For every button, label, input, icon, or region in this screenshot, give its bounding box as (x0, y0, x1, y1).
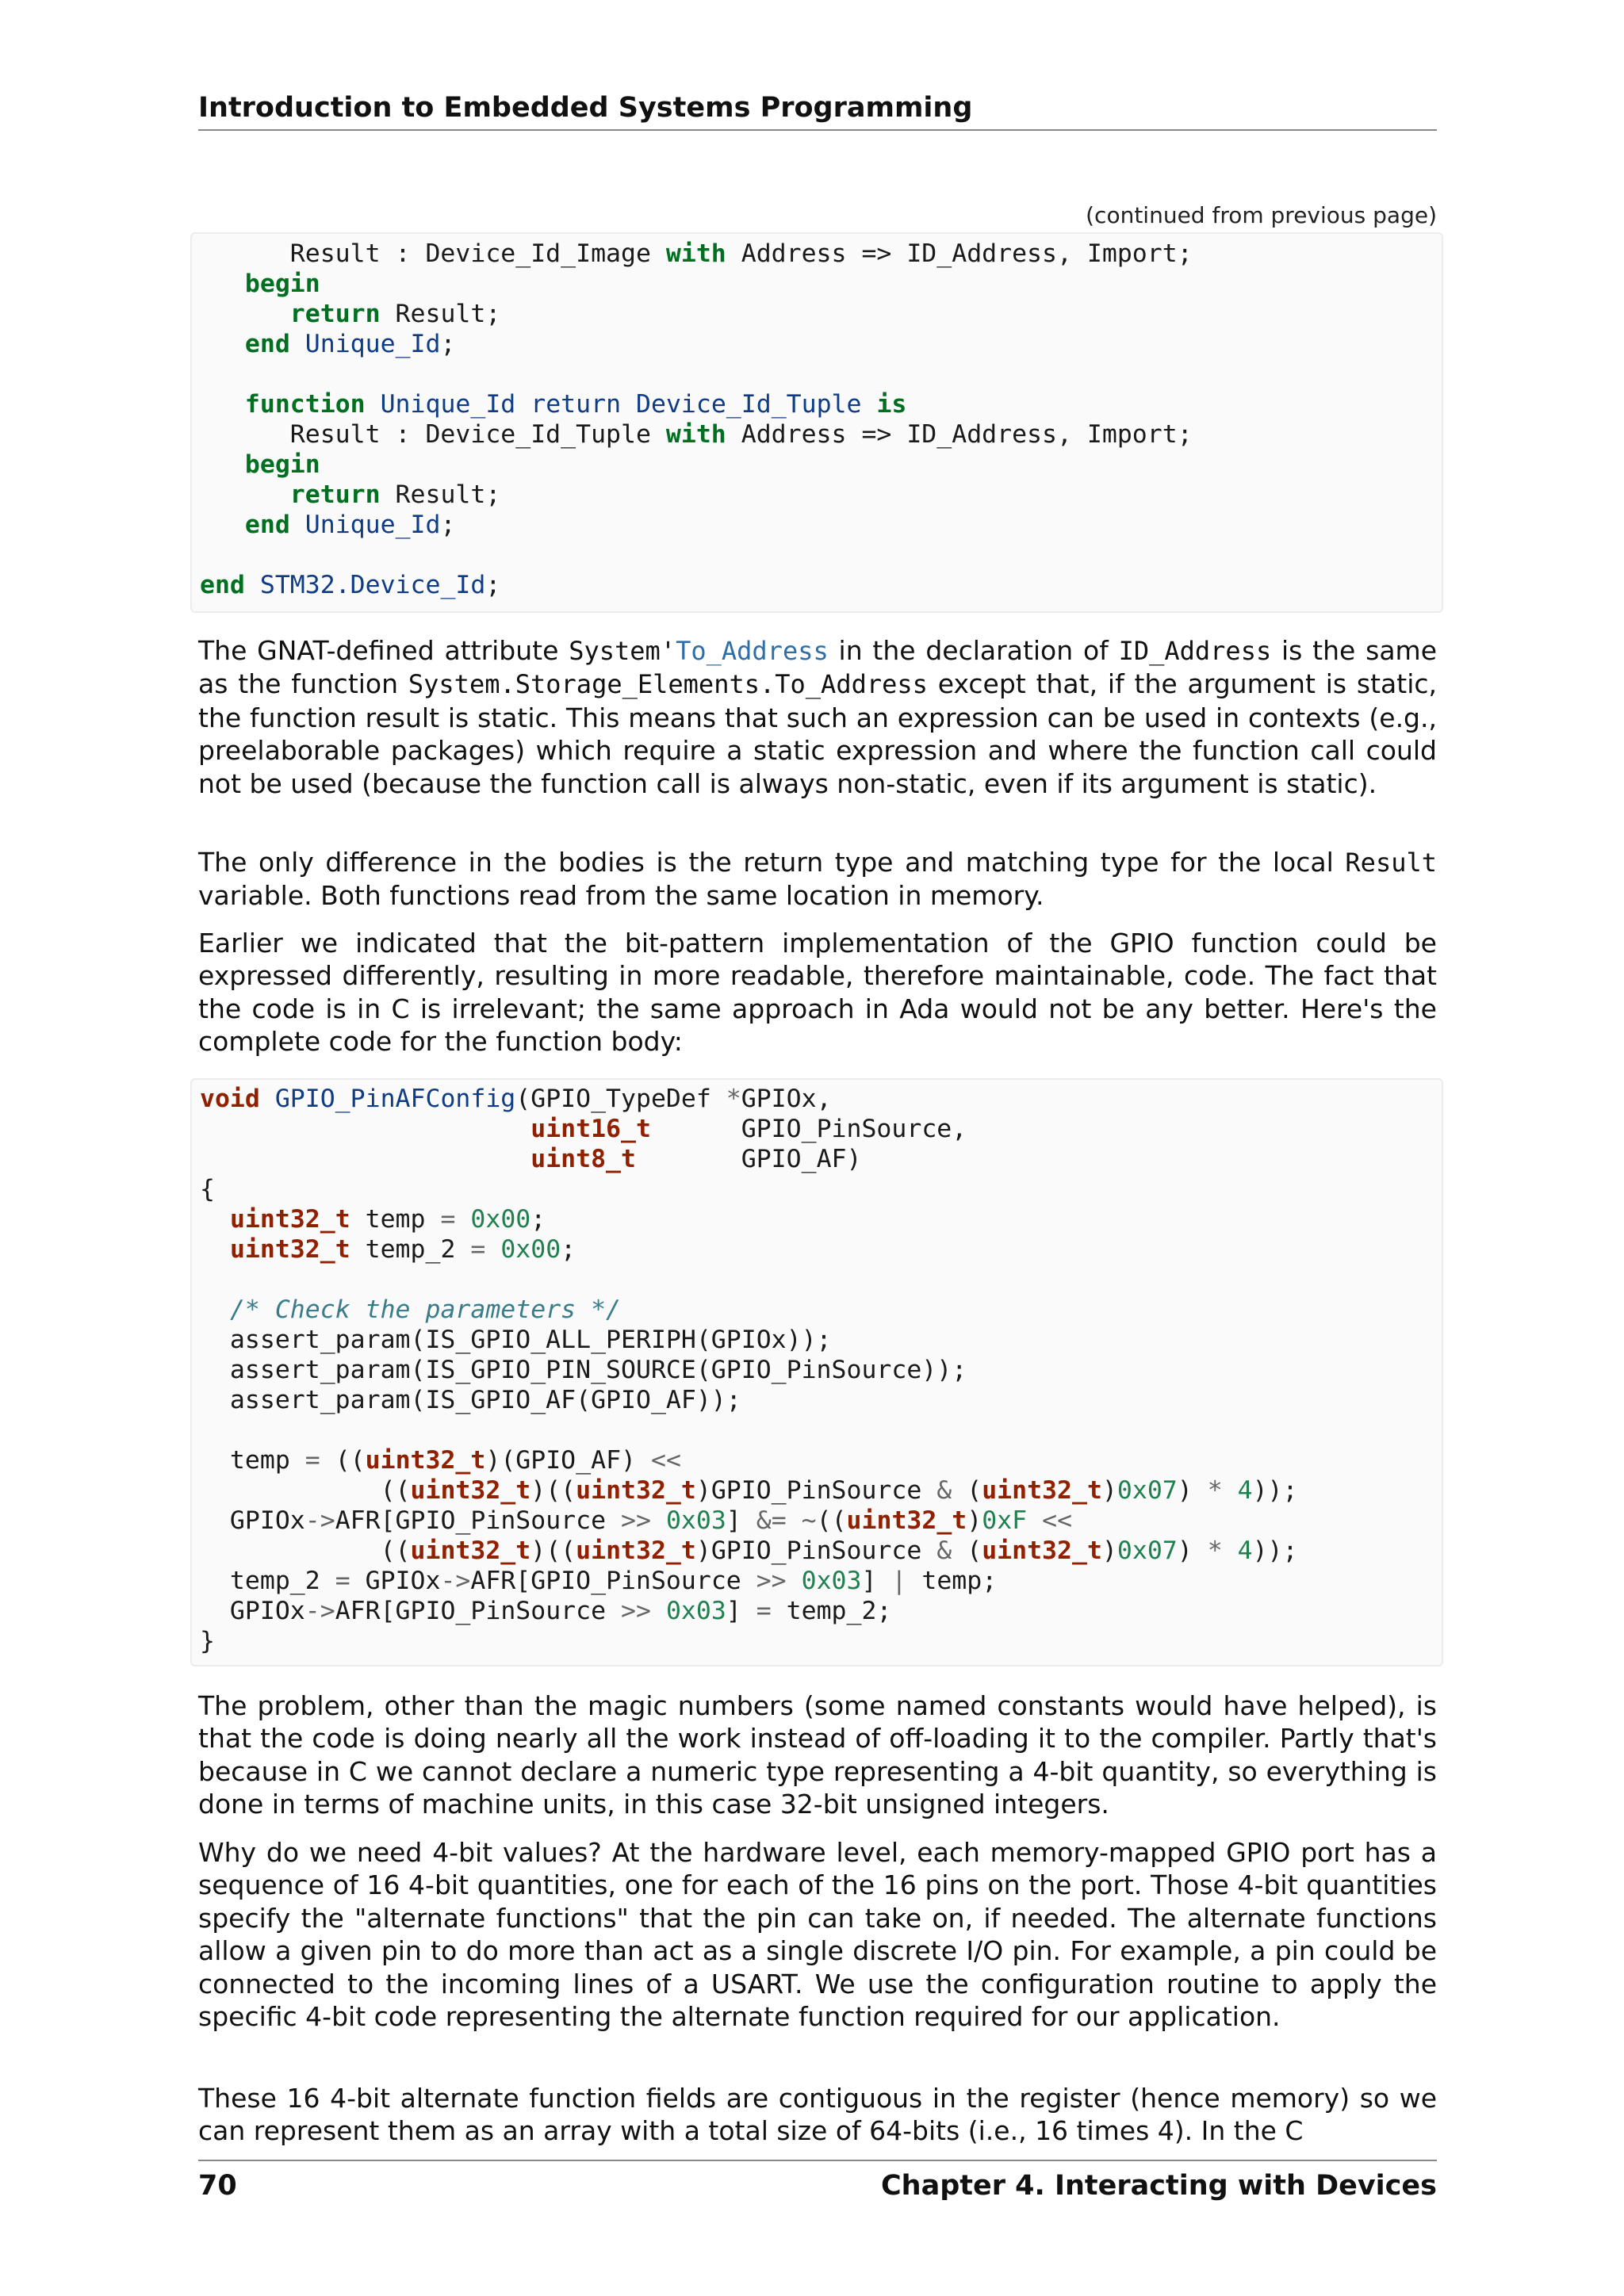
continued-note: (continued from previous page) (1086, 202, 1437, 228)
code-keyword: begin (244, 270, 320, 298)
code-text: Result; (380, 300, 501, 328)
header-rule (198, 129, 1437, 131)
code-keyword: return (289, 300, 381, 328)
code-text: Result : Device_Id_Image (200, 239, 666, 268)
code-comment: /* Check the parameters */ (229, 1295, 622, 1324)
code-text: Address => ID_Address, Import; (726, 420, 1193, 449)
code-type: uint8_t (530, 1145, 636, 1173)
inline-code: ID_Address (1118, 636, 1272, 666)
code-function-name: GPIO_PinAFConfig (274, 1085, 516, 1113)
code-keyword: return (530, 390, 622, 419)
code-text: Address => ID_Address, Import; (726, 239, 1193, 268)
page-number: 70 (198, 2170, 237, 2202)
code-keyword: end (244, 330, 290, 358)
paragraph-attribute: The GNAT-defined attribute System'To_Address in the declaration of ID_Address is the same as the function System.Storage_Elements.To_Address except that, if the argument is static, the function result is static. This means that such an expression can be used in contexts (e.g., preelaborable packages) which require a static expression and where the function call could not be used (because the function call is always non-static, even if its argument is static). (198, 635, 1437, 799)
paragraph-contiguous-fields: These 16 4-bit alternate function fields are contiguous in the register (hence memory) so we can represent them as an array with a total size of 64-bits (i.e., 16 times 4). In the C (198, 2083, 1437, 2147)
code-keyword: function (244, 390, 366, 419)
c-code-block (190, 1078, 1443, 1667)
code-keyword: is (876, 390, 907, 419)
code-keyword: with (665, 239, 726, 268)
code-type: uint16_t (530, 1115, 651, 1143)
code-keyword: end (200, 571, 245, 599)
code-keyword: return (289, 480, 381, 509)
ada-code-block (190, 232, 1443, 613)
code-name: Device_Id_Tuple (636, 390, 862, 419)
paragraph-gpio-intro: Earlier we indicated that the bit-pattern implementation of the GPIO function could be expressed differently, resulting in more readable, therefore maintainable, code. The fact that the code is in C is irrelevant; the same approach in Ada would not be any better. Here's the complete code for the function body: (198, 928, 1437, 1058)
paragraph-4bit-values: Why do we need 4-bit values? At the hardware level, each memory-mapped GPIO port has a sequence of 16 4-bit quantities, one for each of the 16 pins on the port. Those 4-bit quantities specify the "alternate functions" that the pin can take on, if needed. The alternate functions allow a given pin to do more than act as a single discrete I/O pin. For example, a pin could be connected to the incoming lines of a USART. We use the configuration routine to apply the specific 4-bit code representing the alternate function required for our application. (198, 1837, 1437, 2033)
code-text: Result; (380, 480, 501, 509)
code-text: Result : Device_Id_Tuple (200, 420, 666, 449)
code-keyword: begin (244, 450, 320, 479)
code-name: Unique_Id (304, 511, 441, 539)
running-header: Introduction to Embedded Systems Programming (198, 92, 973, 124)
paragraph-problem: The problem, other than the magic numbers (some named constants would have helped), is that the code is doing nearly all the work instead of off-loading it to the compiler. Partly that's because in C we cannot declare a numeric type representing a 4-bit quantity, so everything is done in terms of machine units, in this case 32-bit unsigned integers. (198, 1690, 1437, 1820)
code-type: void (200, 1085, 260, 1113)
code-keyword: with (665, 420, 726, 449)
code-name: STM32.Device_Id (259, 571, 486, 599)
inline-code: System' (569, 636, 676, 666)
chapter-title: Chapter 4. Interacting with Devices (880, 2170, 1437, 2202)
inline-code: Result (1345, 848, 1437, 878)
inline-code-attribute: To_Address (676, 636, 829, 666)
footer-rule (198, 2160, 1437, 2161)
c-code: void GPIO_PinAFConfig(GPIO_TypeDef *GPIOx, uint16_t GPIO_PinSource, uint8_t GPIO_AF) { uint32_t temp = 0x00; uint32_t temp_2 = 0x00; /* Check the parameters */ assert_param(IS_GPIO_ALL_PERIPH(GPIOx)); assert_param(IS_GPIO_PIN_SOURCE(GPIO_PinSource)); assert_param(IS_GPIO_AF(GPIO_AF)); temp = ((uint32_t)(GPIO_AF) << ((uint32_t)((uint32_t)GPIO_PinSource & (uint32_t)0x07) * 4)); GPIOx->AFR[GPIO_PinSource >> 0x03] &= ~((uint32_t)0xF << ((uint32_t)((uint32_t)GPIO_PinSource & (uint32_t)0x07) * 4)); temp_2 = GPIOx->AFR[GPIO_PinSource >> 0x03] | temp; GPIOx->AFR[GPIO_PinSource >> 0x03] = temp_2; } (200, 1085, 1298, 1655)
code-name: Unique_Id (304, 330, 441, 358)
inline-code: System.Storage_Elements.To_Address (408, 669, 928, 700)
paragraph-bodies: The only difference in the bodies is the return type and matching type for the local Result variable. Both functions read from the same location in memory. (198, 847, 1437, 912)
code-name: Unique_Id (380, 390, 516, 419)
code-keyword: end (244, 511, 290, 539)
ada-code: Result : Device_Id_Image with Address => ID_Address, Import; begin return Result; end Unique_Id; function Unique_Id return Device_Id_Tuple is Result : Device_Id_Tuple with Address => ID_Address, Import; begin return Result; end Unique_Id; end STM32.Device_Id; (200, 239, 1193, 599)
